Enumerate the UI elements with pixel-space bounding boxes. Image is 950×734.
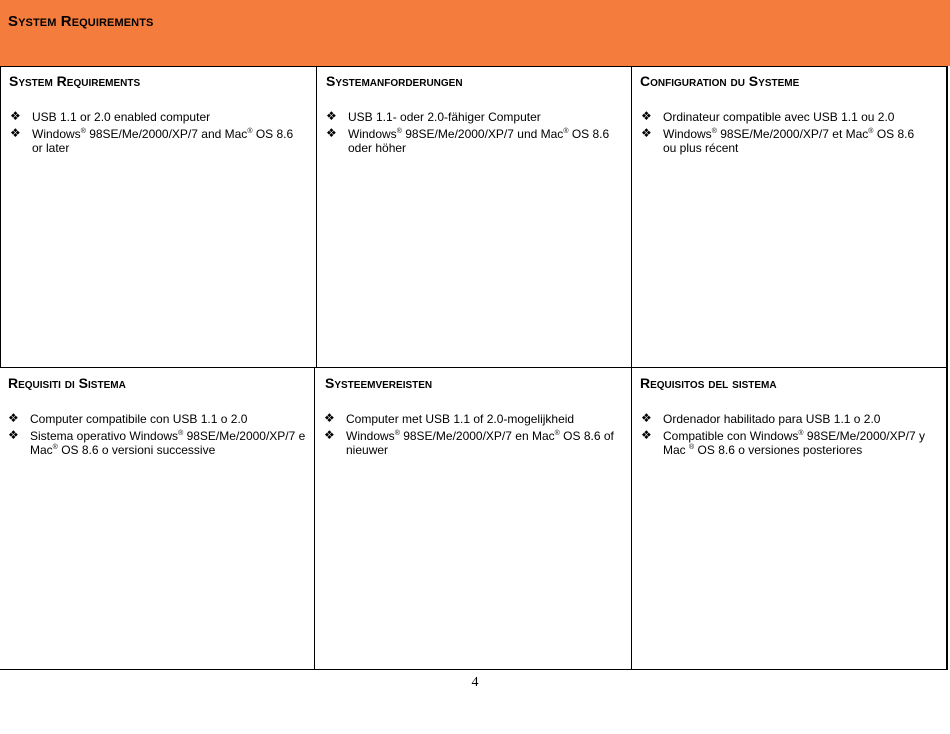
list-item: ❖ USB 1.1- oder 2.0-fähiger Computer xyxy=(326,109,541,124)
requirements-list xyxy=(326,110,611,158)
section-title: Systemanforderungen xyxy=(326,73,463,89)
list-item: ❖ Compatible con Windows® 98SE/Me/2000/XP/7 y Mac ® OS 8.6 o versiones posteriores xyxy=(641,428,925,457)
registered-mark: ® xyxy=(178,430,184,437)
registered-mark: ® xyxy=(247,128,253,135)
requirements-list xyxy=(8,412,306,460)
registered-mark: ® xyxy=(868,128,874,135)
bullet-icon: ❖ xyxy=(324,428,335,442)
registered-mark: ® xyxy=(396,128,402,135)
registered-mark: ® xyxy=(52,444,58,451)
registered-mark: ® xyxy=(711,128,717,135)
bullet-icon: ❖ xyxy=(8,411,19,425)
bullet-icon: ❖ xyxy=(10,126,21,140)
grid-line-bottom xyxy=(0,669,948,670)
section-italian xyxy=(0,368,314,669)
section-dutch xyxy=(315,368,631,669)
registered-mark: ® xyxy=(798,430,804,437)
bullet-icon: ❖ xyxy=(641,126,652,140)
bullet-icon: ❖ xyxy=(8,428,19,442)
registered-mark: ® xyxy=(394,430,400,437)
list-item: ❖ Windows® 98SE/Me/2000/XP/7 et Mac® OS 8.6 ou plus récent xyxy=(641,126,915,155)
list-item: ❖ Windows® 98SE/Me/2000/XP/7 and Mac® OS 8.6 or later xyxy=(10,126,294,155)
list-item: ❖ Windows® 98SE/Me/2000/XP/7 en Mac® OS 8.6 of nieuwer xyxy=(324,428,614,457)
bullet-icon: ❖ xyxy=(10,109,21,123)
list-item: ❖ Sistema operativo Windows® 98SE/Me/2000/XP/7 e Mac® OS 8.6 o versioni successive xyxy=(8,428,306,457)
requirements-list xyxy=(10,110,300,158)
bullet-icon: ❖ xyxy=(641,109,652,123)
bullet-icon: ❖ xyxy=(641,428,652,442)
section-title: Requisitos del sistema xyxy=(640,375,777,391)
list-item: ❖ Ordinateur compatible avec USB 1.1 ou 2.0 xyxy=(641,109,895,124)
section-french xyxy=(632,66,946,367)
section-title: System Requirements xyxy=(9,73,141,89)
section-title: Systeemvereisten xyxy=(325,375,433,391)
registered-mark: ® xyxy=(689,444,695,451)
list-item: ❖ Computer met USB 1.1 of 2.0-mogelijkheid xyxy=(324,411,575,426)
section-german xyxy=(317,66,631,367)
requirements-list xyxy=(641,110,926,158)
requirements-list xyxy=(641,412,931,460)
section-title: Requisiti di Sistema xyxy=(8,375,126,391)
list-item: ❖ Windows® 98SE/Me/2000/XP/7 und Mac® OS 8.6 oder höher xyxy=(326,126,610,155)
page-title: System Requirements xyxy=(8,13,154,30)
list-item: ❖ Ordenador habilitado para USB 1.1 o 2.0 xyxy=(641,411,881,426)
grid-line-right xyxy=(946,66,948,670)
registered-mark: ® xyxy=(554,430,560,437)
bullet-icon: ❖ xyxy=(326,126,337,140)
registered-mark: ® xyxy=(80,128,86,135)
section-title: Configuration du Systeme xyxy=(640,73,800,89)
page-number: 4 xyxy=(471,675,479,690)
registered-mark: ® xyxy=(563,128,569,135)
bullet-icon: ❖ xyxy=(324,411,335,425)
requirements-list xyxy=(324,412,614,460)
bullet-icon: ❖ xyxy=(326,109,337,123)
section-english xyxy=(0,66,316,367)
list-item: ❖ Computer compatibile con USB 1.1 o 2.0 xyxy=(8,411,248,426)
section-spanish xyxy=(632,368,946,669)
bullet-icon: ❖ xyxy=(641,411,652,425)
list-item: ❖ USB 1.1 or 2.0 enabled computer xyxy=(10,109,211,124)
